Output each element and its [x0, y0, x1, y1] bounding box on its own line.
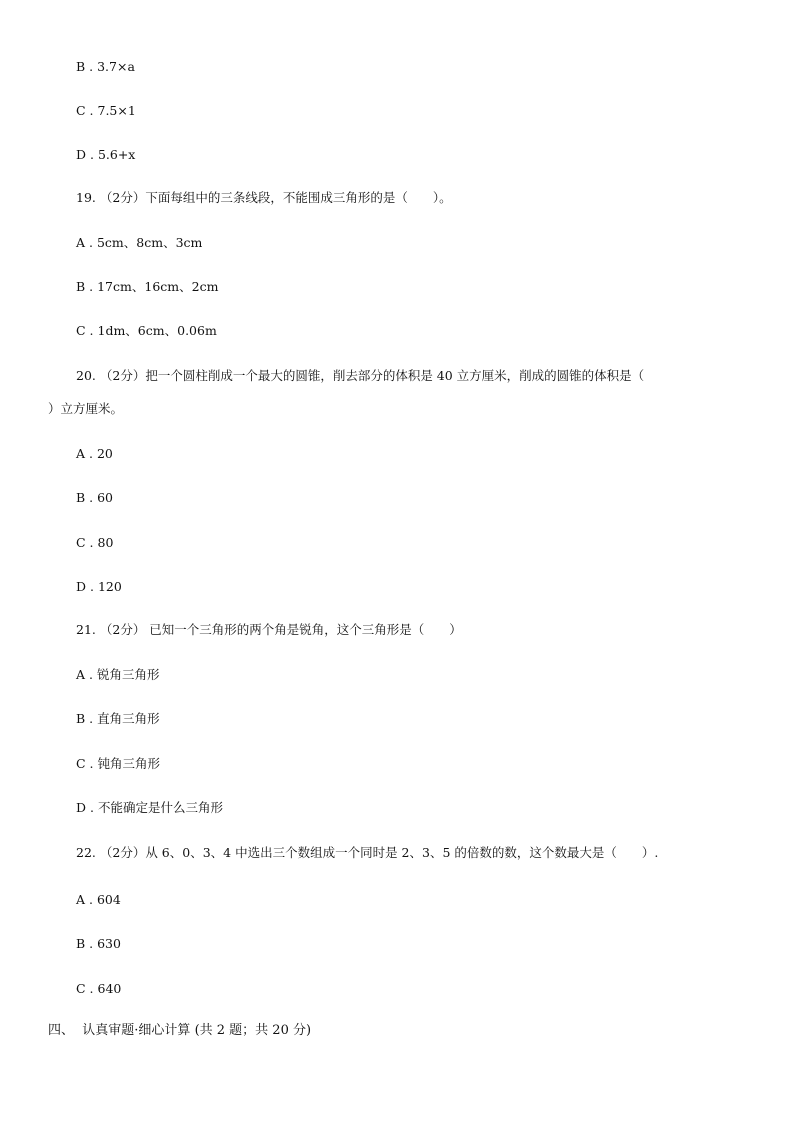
question-19: 19. （2分）下面每组中的三条线段，不能围成三角形的是（ ）。 [76, 190, 452, 205]
option-C: C . 640 [76, 981, 122, 996]
option-B: B . 3.7×a [76, 59, 135, 74]
option-B: B . 直角三角形 [76, 711, 160, 726]
option-C: C . 80 [76, 535, 114, 550]
option-C: C . 7.5×1 [76, 103, 136, 118]
option-B: B . 17cm、16cm、2cm [76, 279, 219, 294]
option-D: D . 不能确定是什么三角形 [76, 800, 223, 815]
question-21: 21. （2分） 已知一个三角形的两个角是锐角，这个三角形是（ ） [76, 622, 462, 637]
option-A: A . 5cm、8cm、3cm [76, 235, 203, 250]
option-A: A . 20 [76, 446, 113, 461]
question-20-continued: ）立方厘米。 [48, 401, 124, 416]
option-C: C . 钝角三角形 [76, 756, 161, 771]
option-B: B . 630 [76, 936, 121, 951]
question-22: 22. （2分）从 6、0、3、4 中选出三个数组成一个同时是 2、3、5 的倍数的数，这个数最大是（ ）. [76, 845, 659, 860]
option-A: A . 604 [76, 892, 121, 907]
option-D: D . 5.6+x [76, 147, 136, 162]
option-A: A . 锐角三角形 [76, 667, 160, 682]
section-heading: 四、 认真审题·细心计算 (共 2 题；共 20 分) [48, 1023, 312, 1038]
option-C: C . 1dm、6cm、0.06m [76, 323, 217, 338]
option-B: B . 60 [76, 490, 114, 505]
option-D: D . 120 [76, 579, 122, 594]
question-20: 20. （2分）把一个圆柱削成一个最大的圆锥，削去部分的体积是 40 立方厘米，削成的圆锥的体积是（ [76, 368, 645, 383]
